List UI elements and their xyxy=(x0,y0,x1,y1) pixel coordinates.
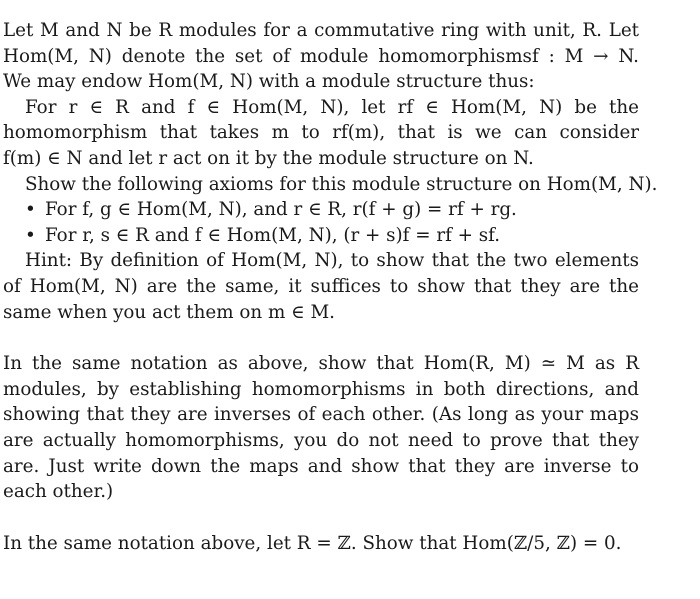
section-gap xyxy=(3,325,639,351)
text-line: modules, by establishing homomorphisms in both directions, and xyxy=(3,378,639,400)
problem-2 xyxy=(3,351,639,505)
text-line: showing that they are inverses of each other. (As long as your maps xyxy=(3,404,639,426)
text-line: We may endow Hom(M, N) with a module structure thus: xyxy=(3,71,535,93)
problem-3 xyxy=(3,531,639,557)
text-line: are. Just write down the maps and show that they are inverse to xyxy=(3,455,639,477)
text-line: f(m) ∈ N and let r act on it by the module structure on N. xyxy=(3,147,534,169)
problem-1 xyxy=(3,18,658,325)
section-gap xyxy=(3,505,639,531)
bullet-item xyxy=(3,223,639,249)
text-line: Let M and N be R modules for a commutative ring with unit, R. Let xyxy=(3,20,639,41)
text-line: homomorphism that takes m to rf(m), that is we can consider xyxy=(3,122,639,144)
bullet-text: For r, s ∈ R and f ∈ Hom(M, N), (r + s)f = rf + sf. xyxy=(45,224,501,246)
text-line: of Hom(M, N) are the same, it suffices to show that they are the xyxy=(3,275,639,297)
text-line: are actually homomorphisms, you do not need to prove that they xyxy=(3,429,639,451)
bullet-icon: • xyxy=(25,224,36,246)
bullet-text: For f, g ∈ Hom(M, N), and r ∈ R, r(f + g) = rf + rg. xyxy=(45,199,517,221)
text-line: Show the following axioms for this module structure on Hom(M, N). xyxy=(25,173,658,195)
document-body xyxy=(3,18,658,556)
text-line: Hint: By definition of Hom(M, N), to show that the two elements xyxy=(25,250,639,272)
bullet-item xyxy=(3,197,639,223)
bullet-icon: • xyxy=(25,199,36,221)
text-line: In the same notation as above, show that Hom(R, M) ≃ M as R xyxy=(3,353,639,375)
text-line: For r ∈ R and f ∈ Hom(M, N), let rf ∈ Hom(M, N) be the xyxy=(25,96,639,118)
text-line: Hom(M, N) denote the set of module homomorphismsf : M → N. xyxy=(3,45,639,67)
text-line: each other.) xyxy=(3,481,114,503)
text-line: In the same notation above, let R = ℤ. Show that Hom(ℤ/5, ℤ) = 0. xyxy=(3,532,622,554)
text-line: same when you act them on m ∈ M. xyxy=(3,301,335,323)
